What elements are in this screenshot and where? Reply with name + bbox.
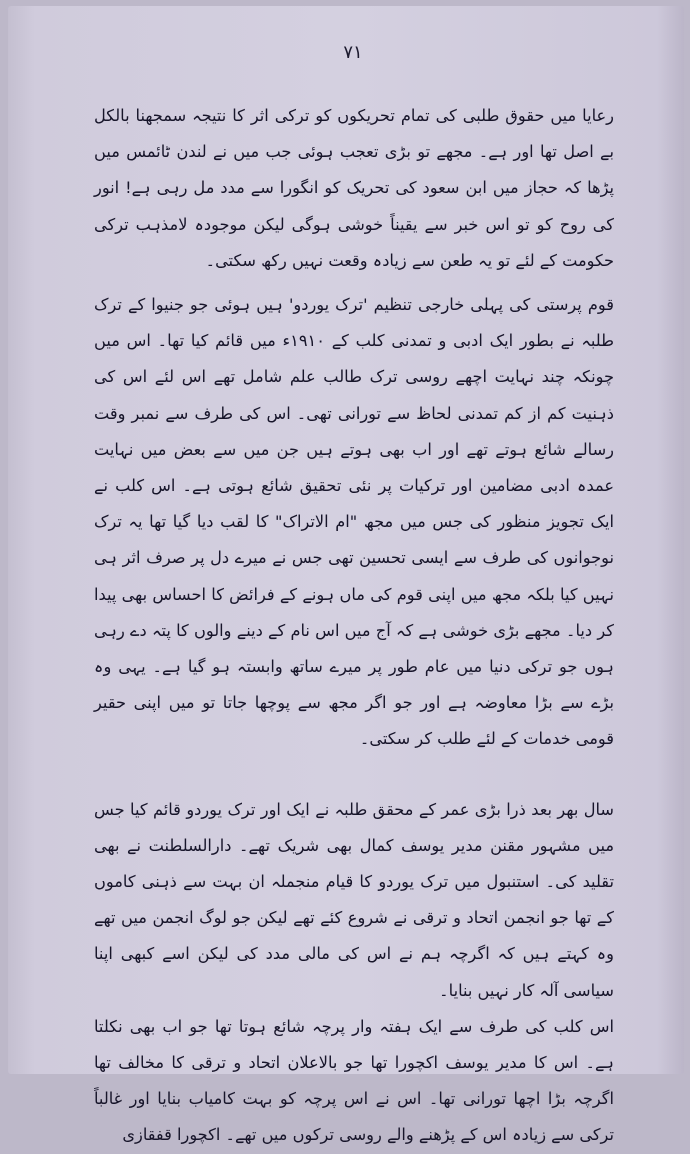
paragraph-1: رعایا میں حقوق طلبی کی تمام تحریکوں کو ترکی اثر کا نتیجہ سمجھنا بالکل بے اصل تھا اور ہے۔ مجھے تو بڑی تعجب ہوئی جب میں نے لندن ٹائمس میں پڑھا کہ حجاز میں ابن سعود کی تحریک کو انگورا سے مدد مل رہی ہے! انور کی روح کو تو اس خبر سے یقیناً خوشی ہوگی لیکن موجودہ لامذہب ترکی حکومت کے لئے تو یہ طعن سے زیادہ وقعت نہیں رکھ سکتی۔ bbox=[94, 106, 614, 270]
paragraph-2: قوم پرستی کی پہلی خارجی تنظیم 'ترک یوردو' ہیں ہوئی جو جنیوا کے ترک طلبہ نے بطور ایک ادبی و تمدنی کلب کے ۱۹۱۰ء میں قائم کیا تھا۔ اس میں چونکہ چند نہایت اچھے روسی ترک طالب علم شامل تھے اس لئے اس کی ذہنیت کم از کم تمدنی لحاظ سے تورانی تھی۔ اس کی طرف سے نمبر وقت رسالے شائع ہوتے تھے اور اب بھی ہوتے ہیں جن میں سے بعض میں نہایت عمدہ ادبی مضامین اور ترکیات پر نئی تحقیق شائع ہوتی ہے۔ اس کلب نے ایک تجویز منظور کی جس میں مجھ "ام الاتراک" کا لقب دیا گیا تھا یہ ترک نوجوانوں کی طرف سے ایسی تحسین تھی جس نے میرے دل پر صرف اثر ہی نہیں کیا بلکہ مجھ میں اپنی قوم کی ماں ہونے کے فرائض کا احساس بھی پیدا کر دیا۔ مجھے بڑی خوشی ہے کہ آج میں اس نام کے دینے والوں کا پتہ دے رہی ہوں جو ترکی دنیا میں عام طور پر میرے ساتھ وابستہ ہو گیا ہے۔ یہی وہ بڑے سے بڑا معاوضہ ہے اور جو اگر مجھ سے پوچھا جاتا تو میں اپنی حقیر قومی خدمات کے لئے طلب کر سکتی۔ bbox=[94, 295, 614, 749]
paragraph-4: اس کلب کی طرف سے ایک ہفتہ وار پرچہ شائع ہوتا تھا جو اب بھی نکلتا ہے۔ اس کا مدیر یوسف اکچورا تھا جو بالاعلان اتحاد و ترقی کا مخالف تھا اگرچہ بڑا اچھا تورانی تھا۔ اس نے اس پرچہ کو بہت کامیاب بنایا اور غالباً ترکی سے زیادہ اس کے پڑھنے والے روسی ترکوں میں تھے۔ اکچورا قفقازی bbox=[94, 1016, 614, 1145]
paragraph-3: سال بھر بعد ذرا بڑی عمر کے محقق طلبہ نے ایک اور ترک یوردو قائم کیا جس میں مشہور مقنن مدیر یوسف کمال بھی شریک تھے۔ دارالسلطنت نے بھی تقلید کی۔ استنبول میں ترک یوردو کا قیام منجملہ ان بہت سے ذہنی کاموں کے تھا جو انجمن اتحاد و ترقی نے شروع کئے تھے لیکن جو لوگ انجمن میں تھے وہ کہتے ہیں کہ اگرچہ ہم نے اس کی مالی مدد کی لیکن اسے کبھی اپنا سیاسی آلہ کار نہیں بنایا۔ bbox=[94, 799, 614, 1000]
book-page bbox=[8, 6, 684, 1145]
page-number: ۷۱ bbox=[343, 42, 363, 63]
page-body bbox=[94, 98, 614, 1154]
